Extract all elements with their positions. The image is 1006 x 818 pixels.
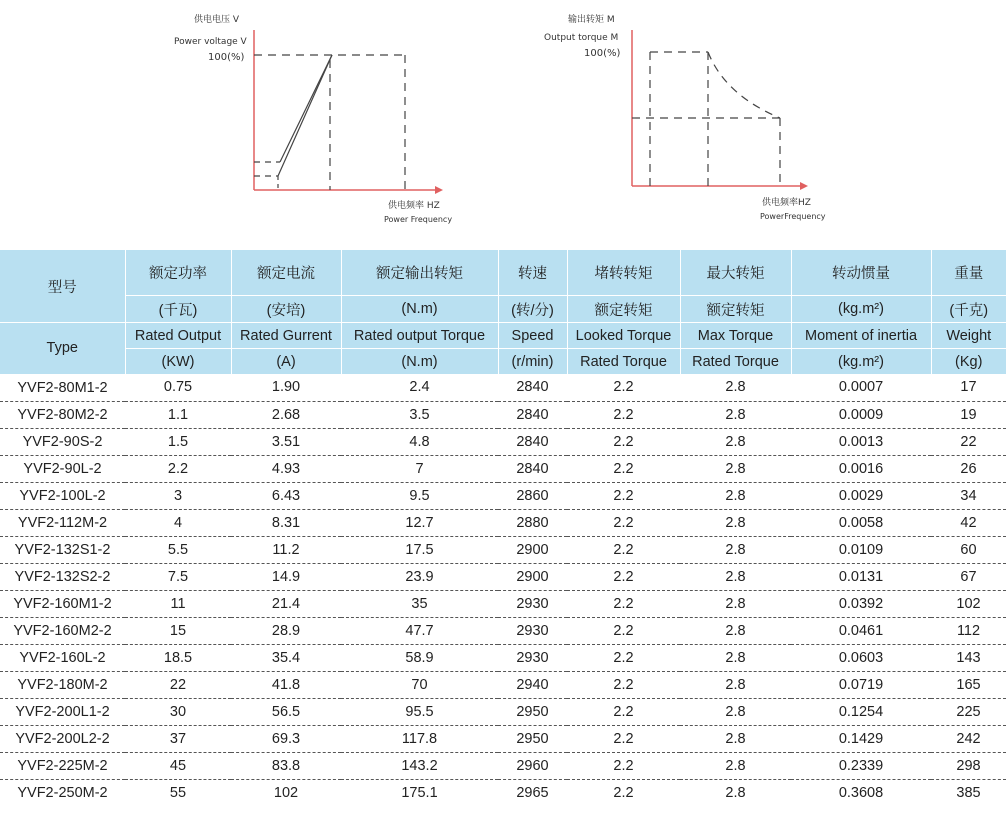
header-row-cn-units (0, 296, 1006, 323)
table-cell: 0.1429 (791, 725, 931, 752)
table-cell: 143 (931, 644, 1006, 671)
table-cell: 2880 (498, 509, 567, 536)
y-axis-label-cn: 供电电压 V (194, 15, 240, 25)
table-cell: 18.5 (125, 644, 231, 671)
table-cell: 19 (931, 401, 1006, 428)
table-cell: 34 (931, 482, 1006, 509)
table-cell: 2.8 (680, 374, 791, 401)
table-cell: 2965 (516, 784, 549, 801)
table-cell: 2.2 (125, 455, 231, 482)
table-cell: 35 (341, 590, 498, 617)
table-cell: 2.8 (680, 563, 791, 590)
header-cell: (N.m) (341, 349, 498, 375)
header-cell: 堵转转矩 (567, 250, 680, 296)
table-cell: 60 (931, 536, 1006, 563)
header-cell: (kg.m²) (791, 349, 931, 375)
table-cell: 30 (125, 698, 231, 725)
x-axis-arrow (800, 182, 808, 190)
table-cell: 95.5 (341, 698, 498, 725)
table-cell: 3.5 (341, 401, 498, 428)
table-cell: 165 (931, 671, 1006, 698)
table-cell: 2840 (498, 455, 567, 482)
table-cell: 143.2 (341, 752, 498, 779)
table-cell: 0.0009 (791, 401, 931, 428)
table-cell: 2.68 (231, 401, 341, 428)
table-cell: 2940 (498, 671, 567, 698)
table-cell: 2900 (498, 563, 567, 590)
table-cell: 55 (169, 784, 187, 801)
model-cell: YVF2-132S1-2 (0, 536, 125, 563)
y-axis-label-cn: 输出转矩 M (568, 15, 615, 25)
table-cell: 2.8 (680, 617, 791, 644)
model-cell: YVF2-160L-2 (0, 644, 125, 671)
header-cell: (安培) (231, 296, 341, 323)
header-cell: Looked Torque (567, 323, 680, 349)
table-row (0, 509, 1006, 536)
table-cell: 2.2 (567, 590, 680, 617)
table-body (0, 374, 1006, 806)
table-cell: 2.2 (567, 455, 680, 482)
table-row (0, 536, 1006, 563)
table-cell: 3.51 (231, 428, 341, 455)
model-cell: YVF2-225M-2 (0, 752, 125, 779)
model-cell: YVF2-200L1-2 (0, 698, 125, 725)
table-cell: 2930 (498, 590, 567, 617)
table-cell: 47.7 (341, 617, 498, 644)
table-cell: 2.2 (613, 784, 634, 801)
table-cell: 4.8 (341, 428, 498, 455)
y-axis-label-en: Output torque M (544, 33, 619, 43)
model-cell: YVF2-90L-2 (0, 455, 125, 482)
table-cell: 2.2 (567, 644, 680, 671)
x-axis-label-en: PowerFrequency (760, 212, 826, 221)
table-cell: 2.2 (567, 563, 680, 590)
table-cell: 2.2 (567, 671, 680, 698)
y-axis-tick-100: 100(%) (208, 52, 245, 63)
table-cell: 225 (931, 698, 1006, 725)
header-row-cn (0, 250, 1006, 296)
table-row (0, 590, 1006, 617)
header-cell: (kg.m²) (791, 296, 931, 323)
table-cell: 8.31 (231, 509, 341, 536)
model-cell: YVF2-112M-2 (0, 509, 125, 536)
table-cell: 1.5 (125, 428, 231, 455)
motor-spec-table (0, 250, 1006, 806)
table-cell: 2.2 (567, 509, 680, 536)
table-cell: 28.9 (231, 617, 341, 644)
table-cell: 2840 (498, 428, 567, 455)
table-cell: 2.8 (680, 752, 791, 779)
header-cell: Moment of inertia (791, 323, 931, 349)
torque-curve (708, 52, 780, 118)
table-row (0, 644, 1006, 671)
header-cell: (千瓦) (125, 296, 231, 323)
table-cell: 0.75 (125, 374, 231, 401)
x-axis-label-cn: 供电频率 HZ (388, 201, 440, 211)
table-cell: 4.93 (231, 455, 341, 482)
table-row (0, 428, 1006, 455)
table-cell: 2.8 (725, 784, 746, 801)
table-cell: 6.43 (231, 482, 341, 509)
table-cell: 2840 (498, 374, 567, 401)
table-cell: 0.0007 (791, 374, 931, 401)
table-cell: 242 (931, 725, 1006, 752)
header-cell: (千克) (931, 296, 1006, 323)
x-axis-label-en: Power Frequency (384, 215, 453, 224)
table-cell: 2.2 (567, 752, 680, 779)
model-cell: YVF2-180M-2 (0, 671, 125, 698)
table-cell: 42 (931, 509, 1006, 536)
table-cell: 26 (931, 455, 1006, 482)
table-cell: 2900 (498, 536, 567, 563)
table-cell: 112 (931, 617, 1006, 644)
table-cell: 41.8 (231, 671, 341, 698)
table-cell: 2960 (498, 752, 567, 779)
table-cell: 35.4 (231, 644, 341, 671)
table-cell: 175.1 (401, 784, 438, 801)
header-cell: 额定输出转矩 (341, 250, 498, 296)
header-cell: 转速 (498, 250, 567, 296)
model-cell: YVF2-80M1-2 (0, 374, 125, 401)
table-cell: 7 (341, 455, 498, 482)
table-cell: 117.8 (341, 725, 498, 752)
table-cell: 2.8 (680, 428, 791, 455)
table-cell: 2930 (498, 644, 567, 671)
header-cell: 转动惯量 (791, 250, 931, 296)
vf-curve-low (278, 55, 332, 176)
table-cell: 3 (125, 482, 231, 509)
header-cell: Rated Output (125, 323, 231, 349)
table-cell: 37 (125, 725, 231, 752)
table-cell: 0.2339 (791, 752, 931, 779)
table-cell: 2.8 (680, 698, 791, 725)
table-cell: 70 (341, 671, 498, 698)
table-cell: 2.2 (567, 374, 680, 401)
table-cell: 4 (125, 509, 231, 536)
table-cell: 69.3 (231, 725, 341, 752)
table-cell: 0.0461 (791, 617, 931, 644)
table-cell: 0.0013 (791, 428, 931, 455)
table-cell: 2.8 (680, 671, 791, 698)
table-cell: 2.8 (680, 455, 791, 482)
table-cell: 17 (931, 374, 1006, 401)
table-cell: 102 (273, 784, 299, 801)
table-cell: 0.0719 (791, 671, 931, 698)
y-axis-label-en: Power voltage V (174, 37, 247, 47)
table-cell: 21.4 (231, 590, 341, 617)
model-cell: YVF2-132S2-2 (0, 563, 125, 590)
table-cell: 0.0603 (791, 644, 931, 671)
table-row (0, 671, 1006, 698)
table-cell: 0.0016 (791, 455, 931, 482)
table-cell: 0.0058 (791, 509, 931, 536)
table-row (0, 455, 1006, 482)
model-cell: YVF2-250M-2 (17, 784, 108, 801)
model-cell: YVF2-90S-2 (0, 428, 125, 455)
table-cell: 1.1 (125, 401, 231, 428)
table-cell: 2930 (498, 617, 567, 644)
table-cell: 2.2 (567, 725, 680, 752)
table-cell: 2.2 (567, 536, 680, 563)
header-cell: Max Torque (680, 323, 791, 349)
table-cell: 45 (125, 752, 231, 779)
table-cell: 2.2 (567, 428, 680, 455)
table-cell: 2.8 (680, 725, 791, 752)
table-row (0, 374, 1006, 401)
table-cell: 0.1254 (791, 698, 931, 725)
x-axis-arrow (435, 186, 443, 194)
header-cell: Weight (931, 323, 1006, 349)
table-cell: 58.9 (341, 644, 498, 671)
table-cell: 2.2 (567, 617, 680, 644)
table-cell: 67 (931, 563, 1006, 590)
table-cell: 2.8 (680, 644, 791, 671)
table-cell: 2.8 (680, 590, 791, 617)
model-cell: YVF2-160M1-2 (0, 590, 125, 617)
table-cell: 0.0131 (791, 563, 931, 590)
table-cell: 14.9 (231, 563, 341, 590)
table-cell: 22 (931, 428, 1006, 455)
table-cell: 1.90 (231, 374, 341, 401)
header-cell: Rated Torque (567, 349, 680, 375)
header-cell: (KW) (125, 349, 231, 375)
table-cell: 83.8 (231, 752, 341, 779)
x-axis-label-cn: 供电频率HZ (762, 198, 811, 208)
table-cell: 2.8 (680, 536, 791, 563)
table-cell: 2860 (498, 482, 567, 509)
header-cell: 重量 (931, 250, 1006, 296)
table-row (0, 698, 1006, 725)
table-cell: 0.0392 (791, 590, 931, 617)
table-cell: 2950 (498, 698, 567, 725)
header-cell: (r/min) (498, 349, 567, 375)
table-cell: 7.5 (125, 563, 231, 590)
header-row-en-units (0, 349, 1006, 375)
table-cell: 102 (931, 590, 1006, 617)
header-cell: Speed (498, 323, 567, 349)
table-cell: 0.3608 (838, 784, 884, 801)
table-row (0, 617, 1006, 644)
table-cell: 11.2 (231, 536, 341, 563)
header-cell: Rated Torque (680, 349, 791, 375)
header-type-cn: 型号 (0, 250, 125, 323)
header-cell: 额定转矩 (567, 296, 680, 323)
table-row (0, 482, 1006, 509)
header-cell: (N.m) (341, 296, 498, 323)
header-cell: (A) (231, 349, 341, 375)
table-cell: 9.5 (341, 482, 498, 509)
table-cell: 23.9 (341, 563, 498, 590)
table-cell: 5.5 (125, 536, 231, 563)
torque-frequency-diagram (540, 0, 840, 235)
header-cell: 额定功率 (125, 250, 231, 296)
y-axis-tick-100: 100(%) (584, 48, 621, 59)
table-row (0, 725, 1006, 752)
table-cell: 2.8 (680, 401, 791, 428)
table-header (0, 250, 1006, 374)
table-cell: 12.7 (341, 509, 498, 536)
table-row (0, 779, 1006, 806)
table-cell: 298 (931, 752, 1006, 779)
header-cell: (转/分) (498, 296, 567, 323)
model-cell: YVF2-80M2-2 (0, 401, 125, 428)
header-cell: Rated output Torque (341, 323, 498, 349)
table-row (0, 563, 1006, 590)
header-cell: (Kg) (931, 349, 1006, 375)
table-cell: 2.2 (567, 482, 680, 509)
header-cell: 额定转矩 (680, 296, 791, 323)
model-cell: YVF2-100L-2 (0, 482, 125, 509)
model-cell: YVF2-200L2-2 (0, 725, 125, 752)
vf-curve-high (280, 55, 332, 162)
header-cell: 最大转矩 (680, 250, 791, 296)
header-type-en: Type (0, 323, 125, 375)
table-cell: 15 (125, 617, 231, 644)
table-cell: 0.0109 (791, 536, 931, 563)
table-cell: 2.2 (567, 401, 680, 428)
table-row (0, 752, 1006, 779)
header-cell: Rated Gurrent (231, 323, 341, 349)
table-cell: 2.2 (567, 698, 680, 725)
table-cell: 2.8 (680, 509, 791, 536)
table-cell: 56.5 (231, 698, 341, 725)
header-row-en (0, 323, 1006, 349)
model-cell: YVF2-160M2-2 (0, 617, 125, 644)
table-cell: 385 (956, 784, 981, 801)
table-cell: 17.5 (341, 536, 498, 563)
table-cell: 2950 (498, 725, 567, 752)
table-cell: 11 (125, 590, 231, 617)
table-row (0, 401, 1006, 428)
table-cell: 0.0029 (791, 482, 931, 509)
voltage-frequency-diagram (160, 0, 460, 235)
table-cell: 2.4 (341, 374, 498, 401)
table-cell: 2840 (498, 401, 567, 428)
table-cell: 22 (125, 671, 231, 698)
table-cell: 2.8 (680, 482, 791, 509)
header-cell: 额定电流 (231, 250, 341, 296)
